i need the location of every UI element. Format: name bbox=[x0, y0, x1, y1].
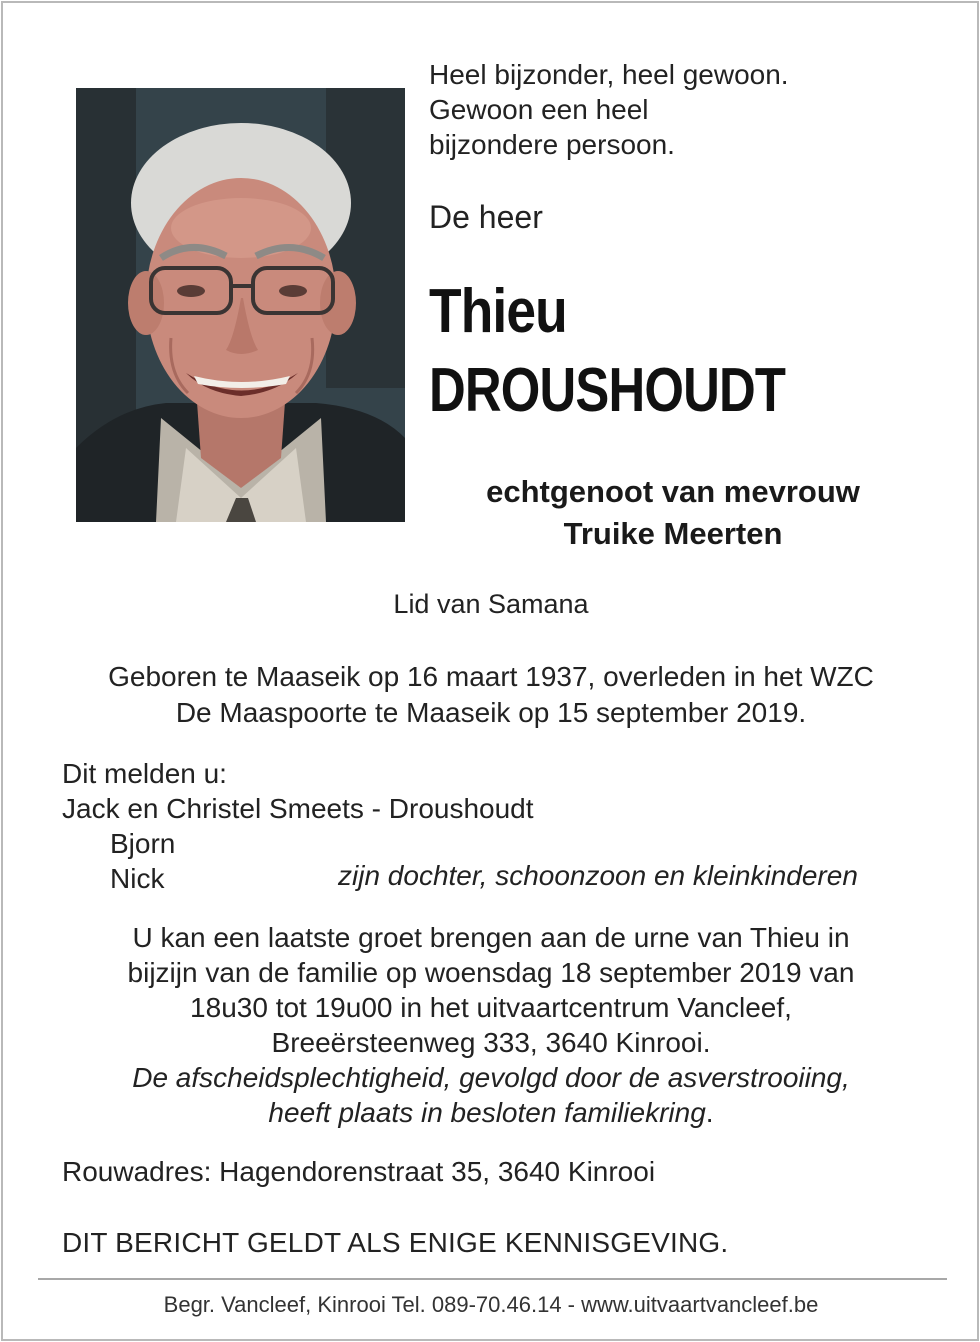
visitation-line: bijzijn van de familie op woensdag 18 september 2019 van bbox=[127, 957, 855, 988]
visitation-line: 18u30 tot 19u00 in het uitvaartcentrum Vancleef, bbox=[190, 992, 792, 1023]
family-names: Jack en Christel Smeets - Droushoudt bbox=[62, 793, 534, 824]
verse-line: Heel bijzonder, heel gewoon. bbox=[429, 59, 789, 90]
birth-death-line: De Maaspoorte te Maaseik op 15 september 2019. bbox=[175, 697, 807, 728]
birth-death-line: Geboren te Maaseik op 16 maart 1937, overleden in het WZC bbox=[108, 661, 874, 692]
visitation-line: Breeërsteenweg 333, 3640 Kinrooi. bbox=[271, 1027, 711, 1058]
announcement-intro: Dit melden u: bbox=[62, 758, 227, 789]
notice: DIT BERICHT GELDT ALS ENIGE KENNISGEVING. bbox=[62, 1227, 729, 1258]
spouse-block bbox=[413, 471, 933, 555]
ceremony-line-wrap bbox=[3, 1095, 979, 1130]
portrait-photo bbox=[76, 88, 405, 522]
membership: Lid van Samana bbox=[393, 589, 589, 619]
visitation-info bbox=[3, 920, 979, 1130]
visitation-line: U kan een laatste groet brengen aan de urne van Thieu in bbox=[132, 922, 850, 953]
ceremony-line: De afscheidsplechtigheid, gevolgd door de asverstrooiing, bbox=[132, 1062, 850, 1093]
grandchild-name: Nick bbox=[110, 863, 165, 894]
obituary-card bbox=[1, 1, 979, 1341]
birth-death-info bbox=[3, 659, 979, 731]
last-name: DROUSHOUDT bbox=[429, 356, 786, 425]
verse-line: bijzondere persoon. bbox=[429, 129, 675, 160]
mourning-address: Rouwadres: Hagendorenstraat 35, 3640 Kinrooi bbox=[62, 1156, 656, 1187]
ceremony-period: . bbox=[705, 1097, 714, 1128]
spouse-relation: echtgenoot van mevrouw bbox=[486, 474, 860, 509]
grandchild-name: Bjorn bbox=[110, 828, 176, 859]
footer-divider bbox=[38, 1278, 947, 1280]
footer-contact: Begr. Vancleef, Kinrooi Tel. 089-70.46.14 - www.uitvaartvancleef.be bbox=[163, 1292, 819, 1317]
family-relation: zijn dochter, schoonzoon en kleinkinderen bbox=[338, 860, 858, 891]
honorific: De heer bbox=[429, 199, 543, 235]
verse-line: Gewoon een heel bbox=[429, 94, 649, 125]
first-name: Thieu bbox=[429, 277, 567, 346]
spouse-name: Truike Meerten bbox=[563, 516, 783, 551]
ceremony-line: heeft plaats in besloten familiekring bbox=[268, 1097, 706, 1128]
verse bbox=[429, 57, 789, 162]
